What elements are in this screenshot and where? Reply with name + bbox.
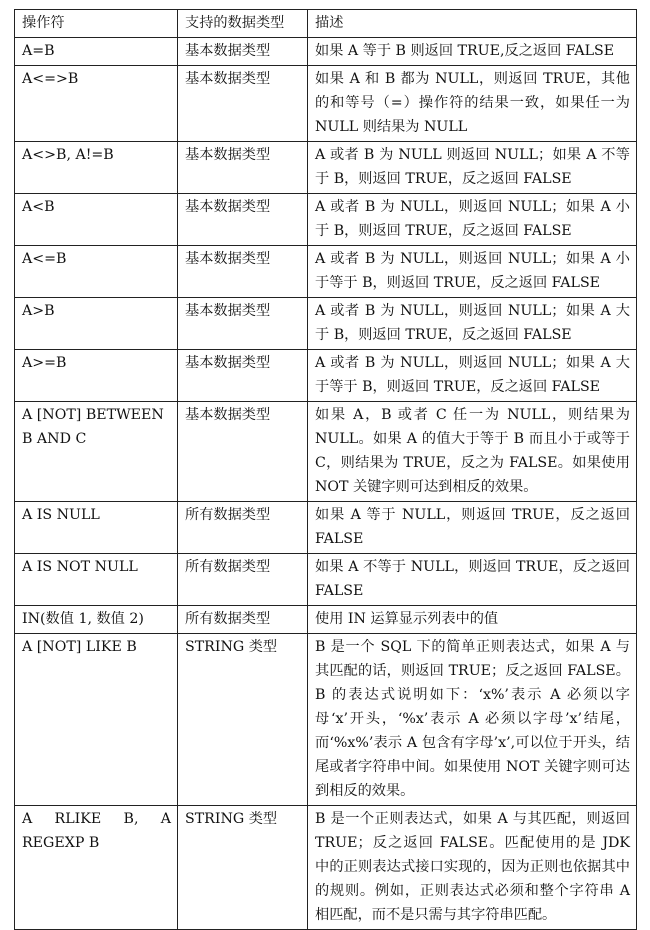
table-row (15, 806, 637, 930)
operator-cell: A=B (15, 38, 178, 66)
operator-cell: A IS NOT NULL (15, 554, 178, 606)
data-type-cell: 基本数据类型 (178, 66, 308, 142)
table-row (15, 142, 637, 194)
table-row (15, 502, 637, 554)
data-type-cell: 基本数据类型 (178, 38, 308, 66)
header-operator: 操作符 (15, 10, 178, 38)
description-cell: 如果 A 不等于 NULL，则返回 TRUE，反之返回 FALSE (308, 554, 637, 606)
operator-cell: A>=B (15, 350, 178, 402)
operator-cell: A [NOT] BETWEEN B AND C (15, 402, 178, 502)
operator-cell: A IS NULL (15, 502, 178, 554)
operator-cell: IN(数值 1, 数值 2) (15, 606, 178, 634)
data-type-cell: STRING 类型 (178, 634, 308, 806)
description-cell: B 是一个 SQL 下的简单正则表达式，如果 A 与其匹配的话，则返回 TRUE；反之返回 FALSE。B 的表达式说明如下：‘x%’表示 A 必须以字母‘x’开头，‘%x’表示 A 必须以字母’x’结尾，而‘%x%’表示 A 包含有字母’x’,可以位于开头，结尾或者字符串中间。如果使用 NOT 关键字则可达到相反的效果。 (308, 634, 637, 806)
data-type-cell: 所有数据类型 (178, 502, 308, 554)
header-row (15, 10, 637, 38)
description-cell: A 或者 B 为 NULL，则返回 NULL；如果 A 大于 B，则返回 TRUE，反之返回 FALSE (308, 298, 637, 350)
table-row (15, 298, 637, 350)
description-cell: 如果 A 等于 B 则返回 TRUE,反之返回 FALSE (308, 38, 637, 66)
data-type-cell: 基本数据类型 (178, 142, 308, 194)
header-data-type: 支持的数据类型 (178, 10, 308, 38)
operator-cell: A<=B (15, 246, 178, 298)
data-type-cell: 基本数据类型 (178, 298, 308, 350)
table-row (15, 246, 637, 298)
description-cell: A 或者 B 为 NULL，则返回 NULL；如果 A 小于 B，则返回 TRUE，反之返回 FALSE (308, 194, 637, 246)
operator-cell: A<B (15, 194, 178, 246)
description-cell: A 或者 B 为 NULL 则返回 NULL；如果 A 不等于 B，则返回 TRUE，反之返回 FALSE (308, 142, 637, 194)
operator-cell: A<=>B (15, 66, 178, 142)
table-row (15, 66, 637, 142)
data-type-cell: 基本数据类型 (178, 402, 308, 502)
operator-cell: A RLIKE B, A REGEXP B (15, 806, 178, 930)
description-cell: A 或者 B 为 NULL，则返回 NULL；如果 A 小于等于 B，则返回 TRUE，反之返回 FALSE (308, 246, 637, 298)
operators-table (14, 9, 637, 930)
table-row (15, 634, 637, 806)
operator-cell: A [NOT] LIKE B (15, 634, 178, 806)
operator-cell: A>B (15, 298, 178, 350)
data-type-cell: STRING 类型 (178, 806, 308, 930)
table-row (15, 402, 637, 502)
data-type-cell: 基本数据类型 (178, 194, 308, 246)
description-cell: 如果 A 和 B 都为 NULL，则返回 TRUE，其他的和等号（=）操作符的结果一致，如果任一为 NULL 则结果为 NULL (308, 66, 637, 142)
operator-cell: A<>B, A!=B (15, 142, 178, 194)
table-row (15, 350, 637, 402)
description-cell: 使用 IN 运算显示列表中的值 (308, 606, 637, 634)
table-row (15, 38, 637, 66)
data-type-cell: 所有数据类型 (178, 554, 308, 606)
description-cell: B 是一个正则表达式，如果 A 与其匹配，则返回 TRUE；反之返回 FALSE。匹配使用的是 JDK 中的正则表达式接口实现的，因为正则也依据其中的规则。例如，正则表达式必须和整个字符串 A 相匹配，而不是只需与其字符串匹配。 (308, 806, 637, 930)
data-type-cell: 所有数据类型 (178, 606, 308, 634)
data-type-cell: 基本数据类型 (178, 246, 308, 298)
data-type-cell: 基本数据类型 (178, 350, 308, 402)
description-cell: 如果 A 等于 NULL，则返回 TRUE，反之返回 FALSE (308, 502, 637, 554)
table-row (15, 194, 637, 246)
table-row (15, 554, 637, 606)
table-row (15, 606, 637, 634)
header-description: 描述 (308, 10, 637, 38)
description-cell: 如果 A，B 或者 C 任一为 NULL，则结果为 NULL。如果 A 的值大于等于 B 而且小于或等于 C，则结果为 TRUE，反之为 FALSE。如果使用 NOT 关键字则可达到相反的效果。 (308, 402, 637, 502)
description-cell: A 或者 B 为 NULL，则返回 NULL；如果 A 大于等于 B，则返回 TRUE，反之返回 FALSE (308, 350, 637, 402)
